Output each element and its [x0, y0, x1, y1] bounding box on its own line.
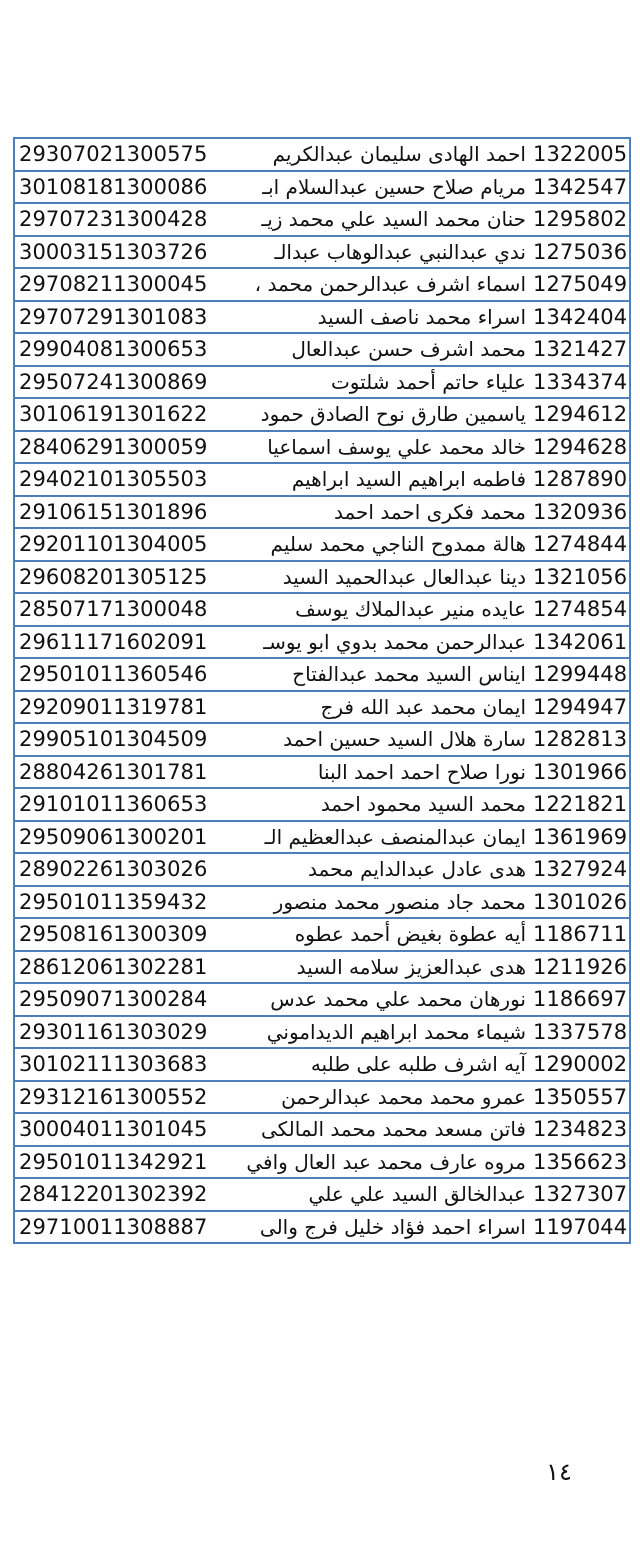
- table-row: [14, 496, 630, 529]
- table-row: [14, 658, 630, 691]
- table-row: [14, 1211, 630, 1244]
- name-cell: خالد محمد علي يوسف اسماعيا: [226, 431, 529, 464]
- national-id-cell: 30102111303683: [14, 1048, 226, 1081]
- national-id-cell: 29312161300552: [14, 1081, 226, 1114]
- name-cell: عايده منير عبدالملاك يوسف: [226, 593, 529, 626]
- code-cell: 1327924: [529, 853, 630, 886]
- name-cell: شيماء محمد ابراهيم الديداموني: [226, 1016, 529, 1049]
- code-cell: 1294612: [529, 398, 630, 431]
- code-cell: 1342547: [529, 171, 630, 204]
- national-id-cell: 29710011308887: [14, 1211, 226, 1244]
- national-id-cell: 30106191301622: [14, 398, 226, 431]
- name-cell: عمرو محمد محمد عبدالرحمن: [226, 1081, 529, 1114]
- table-row: [14, 626, 630, 659]
- name-cell: ايمان محمد عبد الله فرج: [226, 691, 529, 724]
- name-cell: ندي عبدالنبي عبدالوهاب عبدالـ: [226, 236, 529, 269]
- national-id-cell: 29707231300428: [14, 203, 226, 236]
- name-cell: علياء حاتم أحمد شلتوت: [226, 366, 529, 399]
- code-cell: 1287890: [529, 463, 630, 496]
- table-row: [14, 918, 630, 951]
- code-cell: 1301026: [529, 886, 630, 919]
- national-id-cell: 28406291300059: [14, 431, 226, 464]
- national-id-cell: 29301161303029: [14, 1016, 226, 1049]
- national-id-cell: 29507241300869: [14, 366, 226, 399]
- national-id-cell: 29501011359432: [14, 886, 226, 919]
- names-table-body: [14, 138, 630, 1243]
- national-id-cell: 29307021300575: [14, 138, 226, 171]
- code-cell: 1221821: [529, 788, 630, 821]
- national-id-cell: 29608201305125: [14, 561, 226, 594]
- name-cell: نورهان محمد علي محمد عدس: [226, 983, 529, 1016]
- national-id-cell: 29905101304509: [14, 723, 226, 756]
- table-row: [14, 723, 630, 756]
- name-cell: دينا عبدالعال عبدالحميد السيد: [226, 561, 529, 594]
- names-table: [13, 137, 631, 1244]
- national-id-cell: 29708211300045: [14, 268, 226, 301]
- code-cell: 1320936: [529, 496, 630, 529]
- name-cell: أيه عطوة بغيض أحمد عطوه: [226, 918, 529, 951]
- code-cell: 1211926: [529, 951, 630, 984]
- national-id-cell: 29106151301896: [14, 496, 226, 529]
- national-id-cell: 29201101304005: [14, 528, 226, 561]
- code-cell: 1334374: [529, 366, 630, 399]
- code-cell: 1321427: [529, 333, 630, 366]
- name-cell: آيه اشرف طلبه على طلبه: [226, 1048, 529, 1081]
- name-cell: مروه عارف محمد عبد العال وافي: [226, 1146, 529, 1179]
- code-cell: 1301966: [529, 756, 630, 789]
- code-cell: 1294628: [529, 431, 630, 464]
- table-row: [14, 1146, 630, 1179]
- table-row: [14, 1081, 630, 1114]
- table-row: [14, 236, 630, 269]
- name-cell: سارة هلال السيد حسين احمد: [226, 723, 529, 756]
- table-row: [14, 593, 630, 626]
- name-cell: فاتن مسعد محمد محمد المالكى: [226, 1113, 529, 1146]
- code-cell: 1275036: [529, 236, 630, 269]
- name-cell: محمد اشرف حسن عبدالعال: [226, 333, 529, 366]
- national-id-cell: 29501011342921: [14, 1146, 226, 1179]
- national-id-cell: 29101011360653: [14, 788, 226, 821]
- national-id-cell: 29509061300201: [14, 821, 226, 854]
- table-row: [14, 333, 630, 366]
- code-cell: 1274854: [529, 593, 630, 626]
- code-cell: 1322005: [529, 138, 630, 171]
- code-cell: 1275049: [529, 268, 630, 301]
- code-cell: 1356623: [529, 1146, 630, 1179]
- name-cell: اسراء احمد فؤاد خليل فرج والى: [226, 1211, 529, 1244]
- national-id-cell: 29508161300309: [14, 918, 226, 951]
- code-cell: 1361969: [529, 821, 630, 854]
- table-row: [14, 528, 630, 561]
- table-row: [14, 691, 630, 724]
- code-cell: 1186711: [529, 918, 630, 951]
- national-id-cell: 28612061302281: [14, 951, 226, 984]
- name-cell: عبدالخالق السيد علي علي: [226, 1178, 529, 1211]
- table-row: [14, 788, 630, 821]
- table-row: [14, 301, 630, 334]
- name-cell: هدى عبدالعزيز سلامه السيد: [226, 951, 529, 984]
- national-id-cell: 29904081300653: [14, 333, 226, 366]
- name-cell: ياسمين طارق نوح الصادق حمود: [226, 398, 529, 431]
- code-cell: 1327307: [529, 1178, 630, 1211]
- national-id-cell: 30108181300086: [14, 171, 226, 204]
- name-cell: عبدالرحمن محمد بدوي ابو يوسـ: [226, 626, 529, 659]
- code-cell: 1321056: [529, 561, 630, 594]
- table-row: [14, 203, 630, 236]
- national-id-cell: 29707291301083: [14, 301, 226, 334]
- table-row: [14, 886, 630, 919]
- table-row: [14, 756, 630, 789]
- table-row: [14, 431, 630, 464]
- page-number: ١٤: [546, 1458, 572, 1486]
- code-cell: 1282813: [529, 723, 630, 756]
- name-cell: هدى عادل عبدالدايم محمد: [226, 853, 529, 886]
- national-id-cell: 29402101305503: [14, 463, 226, 496]
- table-row: [14, 366, 630, 399]
- code-cell: 1274844: [529, 528, 630, 561]
- name-cell: هالة ممدوح الناجي محمد سليم: [226, 528, 529, 561]
- name-cell: اسماء اشرف عبدالرحمن محمد ،: [226, 268, 529, 301]
- national-id-cell: 29509071300284: [14, 983, 226, 1016]
- name-cell: محمد فكرى احمد احمد: [226, 496, 529, 529]
- table-row: [14, 1113, 630, 1146]
- table-row: [14, 463, 630, 496]
- code-cell: 1295802: [529, 203, 630, 236]
- code-cell: 1342404: [529, 301, 630, 334]
- table-row: [14, 1178, 630, 1211]
- table-row: [14, 853, 630, 886]
- name-cell: محمد جاد منصور محمد منصور: [226, 886, 529, 919]
- national-id-cell: 29209011319781: [14, 691, 226, 724]
- table-row: [14, 821, 630, 854]
- name-cell: مريام صلاح حسين عبدالسلام ابـ: [226, 171, 529, 204]
- name-cell: حنان محمد السيد علي محمد زيـ: [226, 203, 529, 236]
- code-cell: 1234823: [529, 1113, 630, 1146]
- name-cell: ايمان عبدالمنصف عبدالعظيم الـ: [226, 821, 529, 854]
- name-cell: اسراء محمد ناصف السيد: [226, 301, 529, 334]
- table-row: [14, 1048, 630, 1081]
- national-id-cell: 29611171602091: [14, 626, 226, 659]
- code-cell: 1197044: [529, 1211, 630, 1244]
- table-row: [14, 268, 630, 301]
- table-row: [14, 398, 630, 431]
- table-row: [14, 1016, 630, 1049]
- name-cell: احمد الهادى سليمان عبدالكريم: [226, 138, 529, 171]
- national-id-cell: 28412201302392: [14, 1178, 226, 1211]
- table-row: [14, 138, 630, 171]
- code-cell: 1350557: [529, 1081, 630, 1114]
- national-id-cell: 29501011360546: [14, 658, 226, 691]
- national-id-cell: 30004011301045: [14, 1113, 226, 1146]
- code-cell: 1337578: [529, 1016, 630, 1049]
- national-id-cell: 28804261301781: [14, 756, 226, 789]
- national-id-cell: 28902261303026: [14, 853, 226, 886]
- name-cell: ايناس السيد محمد عبدالفتاح: [226, 658, 529, 691]
- code-cell: 1290002: [529, 1048, 630, 1081]
- name-cell: نورا صلاح احمد احمد البنا: [226, 756, 529, 789]
- table-row: [14, 171, 630, 204]
- table-row: [14, 983, 630, 1016]
- national-id-cell: 28507171300048: [14, 593, 226, 626]
- table-row: [14, 561, 630, 594]
- name-cell: فاطمه ابراهيم السيد ابراهيم: [226, 463, 529, 496]
- table-row: [14, 951, 630, 984]
- code-cell: 1294947: [529, 691, 630, 724]
- name-cell: محمد السيد محمود احمد: [226, 788, 529, 821]
- national-id-cell: 30003151303726: [14, 236, 226, 269]
- code-cell: 1299448: [529, 658, 630, 691]
- code-cell: 1342061: [529, 626, 630, 659]
- code-cell: 1186697: [529, 983, 630, 1016]
